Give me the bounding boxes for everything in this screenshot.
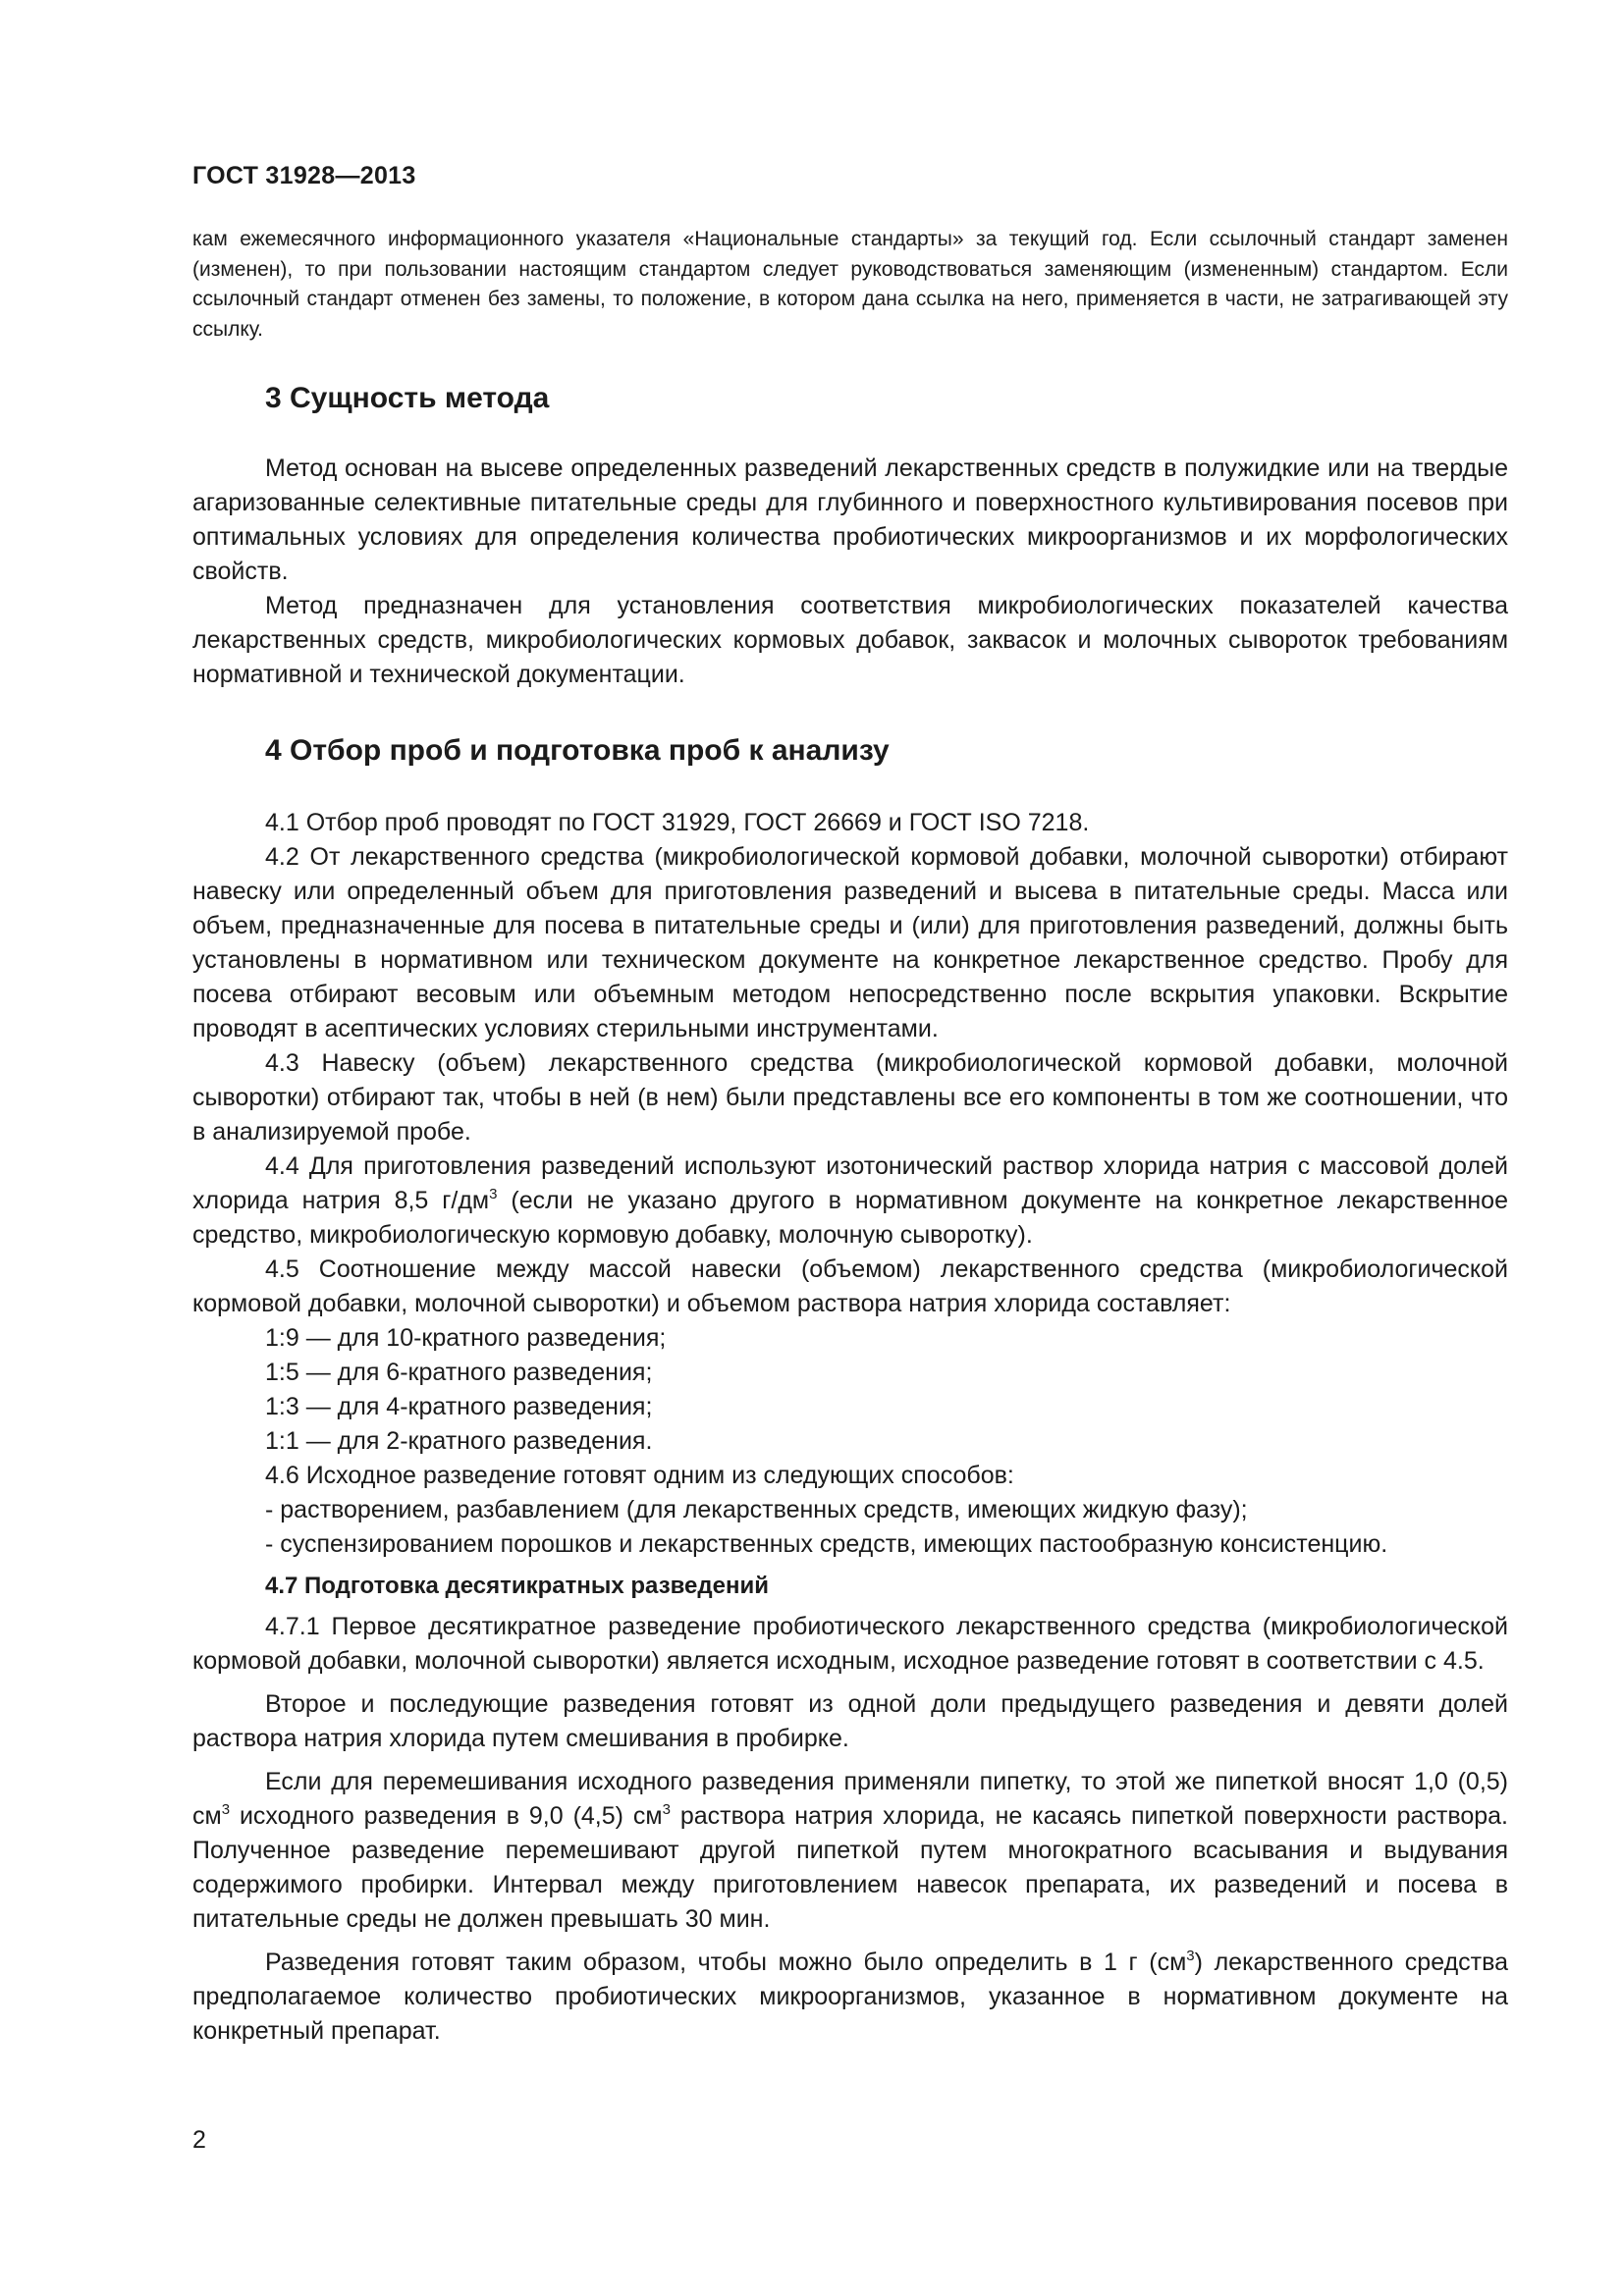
clause-4-3: 4.3 Навеску (объем) лекарственного средства (микробиологической кормовой добавки, молочной сыворотки) отбирают так, чтобы в ней (в нем) были представлены все его компоненты в том же соотношении, что в анализируемой пробе. xyxy=(192,1049,1508,1146)
superscript-3: 3 xyxy=(489,1186,498,1202)
ratio-item: 1:9 — для 10-кратного разведения; xyxy=(265,1324,667,1352)
pipette-text-a: Если для перемешивания исходного разведения применяли пипетку, то этой же пипеткой вносят 1,0 (0,5) см xyxy=(192,1768,1508,1830)
clause-4-2: 4.2 От лекарственного средства (микробиологической кормовой добавки, молочной сыворотки) отбирают навеску или определенный объем для приготовления разведений и высева в питательные среды. Масса или объем, предназначенные для посева в питательные среды и (или) для приготовления разведений, должны быть установлены в нормативном или техническом документе на конкретное лекарственное средство. Пробу для посева отбирают весовым или объемным методом непосредственно после вскрытия упаковки. Вскрытие проводят в асептических условиях стерильными инструментами. xyxy=(192,843,1508,1042)
dilution-amount-paragraph xyxy=(192,1946,1508,2049)
document-body xyxy=(192,225,1508,2049)
section-3-paragraph-1: Метод основан на высеве определенных разведений лекарственных средств в полужидкие или на твердые агаризованные селективные питательные среды для глубинного и поверхностного культивирования посевов при оптимальных условиях для определения количества пробиотических микроорганизмов и их морфологических свойств. xyxy=(192,454,1508,585)
superscript-3: 3 xyxy=(1186,1948,1195,1964)
superscript-3: 3 xyxy=(221,1801,231,1818)
subsection-4-7-heading: 4.7 Подготовка десятикратных разведений xyxy=(265,1573,769,1599)
clause-4-4-text-b: (если не указано другого в нормативном документе на конкретное лекарственное средство, микробиологическую кормовую добавку, молочную сыворотку). xyxy=(192,1187,1508,1249)
clause-4-7-1: 4.7.1 Первое десятикратное разведение пробиотического лекарственного средства (микробиологической кормовой добавки, молочной сыворотки) является исходным, исходное разведение готовят в соответствии с 4.5. xyxy=(192,1613,1508,1675)
method-item: - растворением, разбавлением (для лекарственных средств, имеющих жидкую фазу); xyxy=(265,1496,1248,1523)
dilution-text-a: Разведения готовят таким образом, чтобы можно было определить в 1 г (см xyxy=(265,1949,1187,1976)
pipette-text-c: раствора натрия хлорида, не касаясь пипеткой поверхности раствора. Полученное разведение перемешивают другой пипеткой путем многократного всасывания и выдувания содержимого пробирки. Интервал между приготовлением навесок препарата, их разведений и посева в питательные среды не должен превышать 30 мин. xyxy=(192,1802,1508,1933)
ratio-item: 1:1 — для 2-кратного разведения. xyxy=(265,1427,653,1455)
clause-4-4-text-a: 4.4 Для приготовления разведений используют изотонический раствор хлорида натрия с массовой долей хлорида натрия 8,5 г/дм xyxy=(192,1152,1508,1214)
document-header: ГОСТ 31928—2013 xyxy=(192,162,416,189)
ratio-item: 1:5 — для 6-кратного разведения; xyxy=(265,1359,653,1386)
ratio-item: 1:3 — для 4-кратного разведения; xyxy=(265,1393,653,1420)
clause-4-4 xyxy=(192,1149,1508,1253)
clause-4-1: 4.1 Отбор проб проводят по ГОСТ 31929, ГОСТ 26669 и ГОСТ ISO 7218. xyxy=(265,809,1090,836)
superscript-3: 3 xyxy=(662,1801,671,1818)
section-3-paragraph-2: Метод предназначен для установления соответствия микробиологических показателей качества лекарственных средств, микробиологических кормовых добавок, заквасок и молочных сывороток требованиям нормативной и технической документации. xyxy=(192,592,1508,688)
section-4-heading: 4 Отбор проб и подготовка проб к анализу xyxy=(265,734,890,767)
pipette-text-b: исходного разведения в 9,0 (4,5) см xyxy=(230,1802,663,1830)
clause-4-6: 4.6 Исходное разведение готовят одним из следующих способов: xyxy=(265,1462,1014,1489)
clause-4-5: 4.5 Соотношение между массой навески (объемом) лекарственного средства (микробиологической кормовой добавки, молочной сыворотки) и объемом раствора натрия хлорида составляет: xyxy=(192,1255,1508,1317)
method-item: - суспензированием порошков и лекарственных средств, имеющих пастообразную консистенцию. xyxy=(265,1530,1388,1558)
dilution-text-b: ) лекарственного средства предполагаемое количество пробиотических микроорганизмов, указанное в нормативном документе на конкретный препарат. xyxy=(192,1949,1509,2045)
pipette-paragraph xyxy=(192,1765,1508,1937)
second-dilution-paragraph: Второе и последующие разведения готовят из одной доли предыдущего разведения и девяти долей раствора натрия хлорида путем смешивания в пробирке. xyxy=(192,1690,1508,1752)
intro-paragraph: кам ежемесячного информационного указателя «Национальные стандарты» за текущий год. Если ссылочный стандарт заменен (изменен), то при пользовании настоящим стандартом следует руководствоваться заменяющим (измененным) стандартом. Если ссылочный стандарт отменен без замены, то положение, в котором дана ссылка на него, применяется в части, не затрагивающей эту ссылку. xyxy=(192,228,1508,341)
page-number: 2 xyxy=(192,2126,206,2154)
section-3-heading: 3 Сущность метода xyxy=(265,382,550,414)
